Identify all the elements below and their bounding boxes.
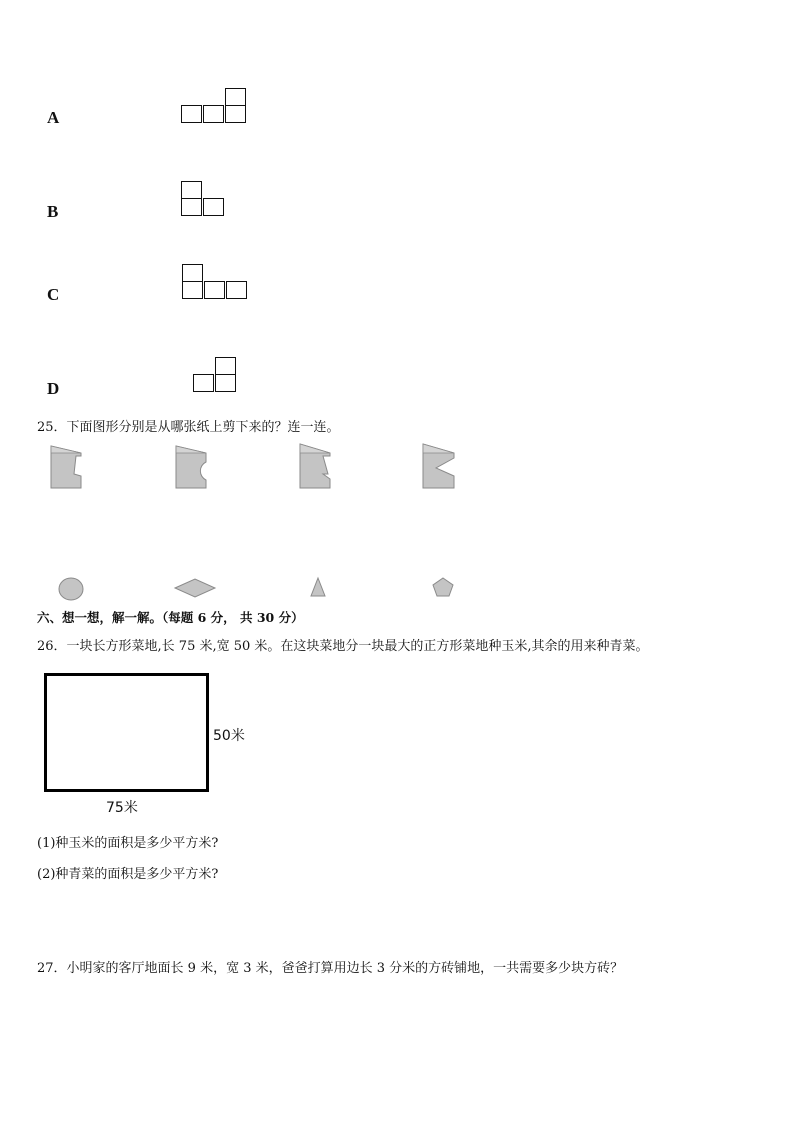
length-label: 75米 bbox=[106, 800, 138, 816]
paper-2[interactable] bbox=[173, 444, 211, 490]
square bbox=[203, 105, 224, 123]
option-d-label: D bbox=[47, 379, 60, 398]
option-b-label: B bbox=[47, 202, 59, 221]
square bbox=[204, 281, 225, 299]
option-c-figure bbox=[182, 264, 252, 304]
paper-4[interactable] bbox=[420, 442, 458, 490]
option-a-figure bbox=[181, 88, 251, 128]
option-b-figure bbox=[181, 181, 231, 221]
paper-3[interactable] bbox=[297, 442, 335, 490]
question-26-sub-2: (2)种青菜的面积是多少平方米? bbox=[37, 867, 219, 882]
square bbox=[181, 181, 202, 199]
square bbox=[215, 357, 236, 375]
square bbox=[215, 374, 236, 392]
question-26-text: 26．一块长方形菜地,长 75 米,宽 50 米。在这块菜地分一块最大的正方形菜地种玉米,其余的用来种青菜。 bbox=[37, 639, 649, 654]
option-c-label: C bbox=[47, 285, 60, 304]
square bbox=[181, 198, 202, 216]
square bbox=[226, 281, 247, 299]
vegetable-field-rectangle bbox=[44, 673, 209, 792]
square bbox=[181, 105, 202, 123]
question-26-sub-1: (1)种玉米的面积是多少平方米? bbox=[37, 836, 219, 851]
shape-rhombus[interactable] bbox=[173, 577, 217, 599]
section-6-title: 六、想一想，解一解。（每题 6 分， 共 30 分） bbox=[37, 610, 304, 625]
square bbox=[203, 198, 224, 216]
shape-pentagon[interactable] bbox=[430, 576, 456, 598]
question-25-text: 25．下面图形分别是从哪张纸上剪下来的？连一连。 bbox=[37, 420, 340, 435]
square bbox=[182, 281, 203, 299]
option-d-figure bbox=[193, 357, 243, 397]
square bbox=[225, 105, 246, 123]
shape-circle[interactable] bbox=[56, 576, 86, 602]
question-27-text: 27．小明家的客厅地面长 9 米，宽 3 米，爸爸打算用边长 3 分米的方砖铺地，一共需要多少块方砖？ bbox=[37, 961, 624, 976]
square bbox=[182, 264, 203, 282]
paper-1[interactable] bbox=[48, 444, 84, 490]
width-label: 50米 bbox=[213, 728, 245, 744]
square bbox=[225, 88, 246, 106]
option-a-label: A bbox=[47, 108, 60, 127]
shape-triangle[interactable] bbox=[308, 576, 328, 598]
square bbox=[193, 374, 214, 392]
